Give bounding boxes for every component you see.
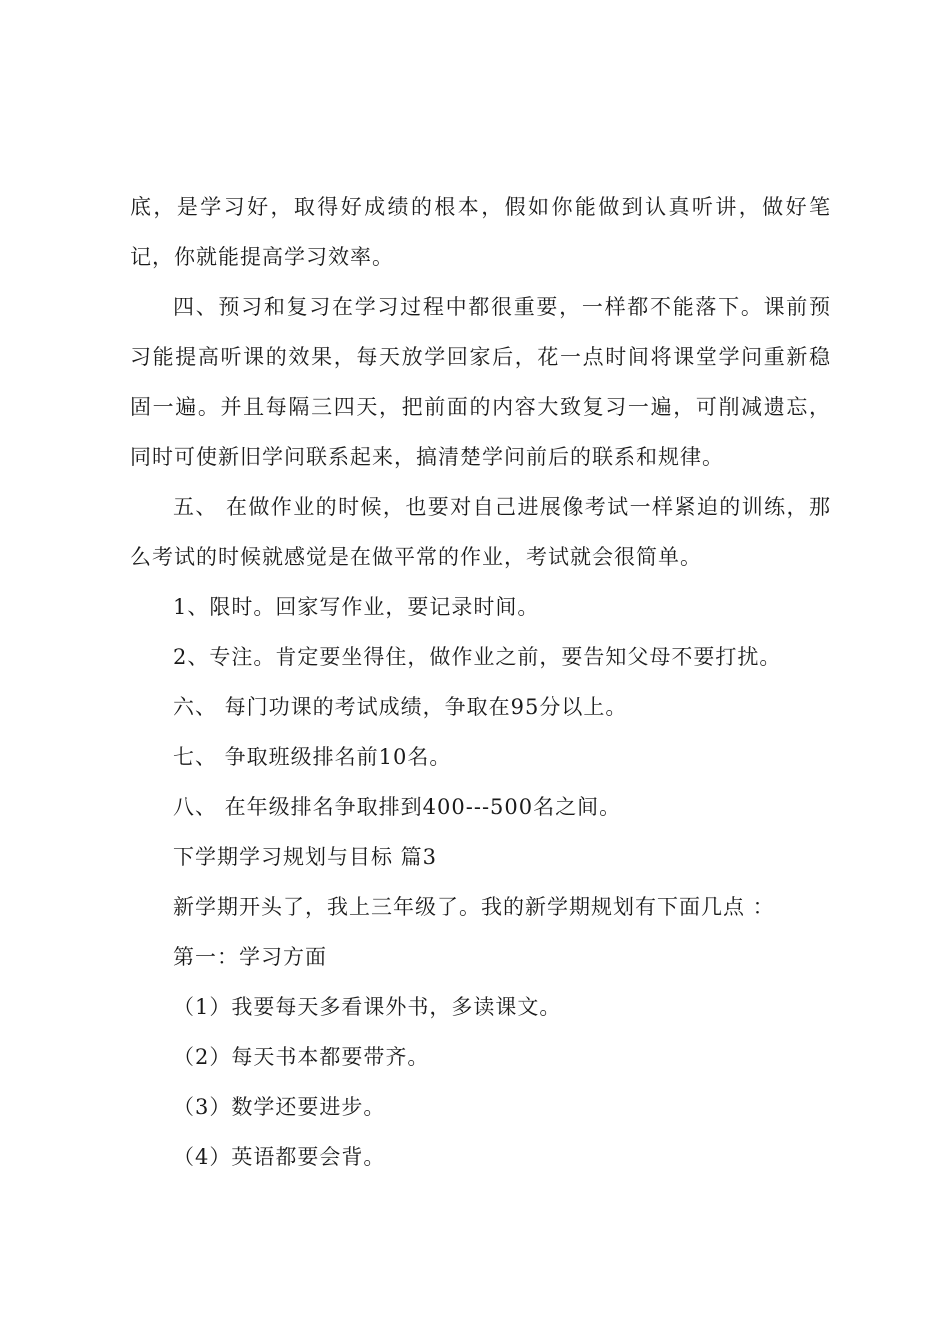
paragraph-line: 么考试的时候就感觉是在做平常的作业，考试就会很简单。 [130, 545, 702, 569]
paragraph-line: 记，你就能提高学习效率。 [130, 245, 394, 269]
paragraph-line: 固一遍。并且每隔三四天，把前面的内容大致复习一遍，可削减遗忘， [130, 395, 830, 419]
paragraph-line: 四、预习和复习在学习过程中都很重要，一样都不能落下。课前预 [173, 295, 830, 319]
section-heading: 下学期学习规划与目标 篇3 [173, 845, 438, 869]
list-item: 八、 在年级排名争取排到400---500名之间。 [173, 795, 622, 819]
list-item: （2）每天书本都要带齐。 [173, 1045, 430, 1069]
paragraph-line: 习能提高听课的效果，每天放学回家后，花一点时间将课堂学问重新稳 [130, 345, 830, 369]
list-item: （3）数学还要进步。 [173, 1095, 386, 1119]
list-item: 1、限时。回家写作业，要记录时间。 [173, 595, 540, 619]
list-item: 六、 每门功课的考试成绩，争取在95分以上。 [173, 695, 628, 719]
list-item: （1）我要每天多看课外书，多读课文。 [173, 995, 562, 1019]
subheading: 第一：学习方面 [173, 945, 327, 969]
list-item: 七、 争取班级排名前10名。 [173, 745, 452, 769]
paragraph-line: 新学期开头了，我上三年级了。我的新学期规划有下面几点 ： [173, 895, 775, 919]
paragraph-line: 底，是学习好，取得好成绩的根本，假如你能做到认真听讲，做好笔 [130, 195, 830, 219]
list-item: 2、专注。肯定要坐得住，做作业之前，要告知父母不要打扰。 [173, 645, 782, 669]
list-item: （4）英语都要会背。 [173, 1145, 386, 1169]
paragraph-line: 同时可使新旧学问联系起来，搞清楚学问前后的联系和规律。 [130, 445, 724, 469]
paragraph-line: 五、 在做作业的时候，也要对自己进展像考试一样紧迫的训练，那 [173, 495, 830, 519]
